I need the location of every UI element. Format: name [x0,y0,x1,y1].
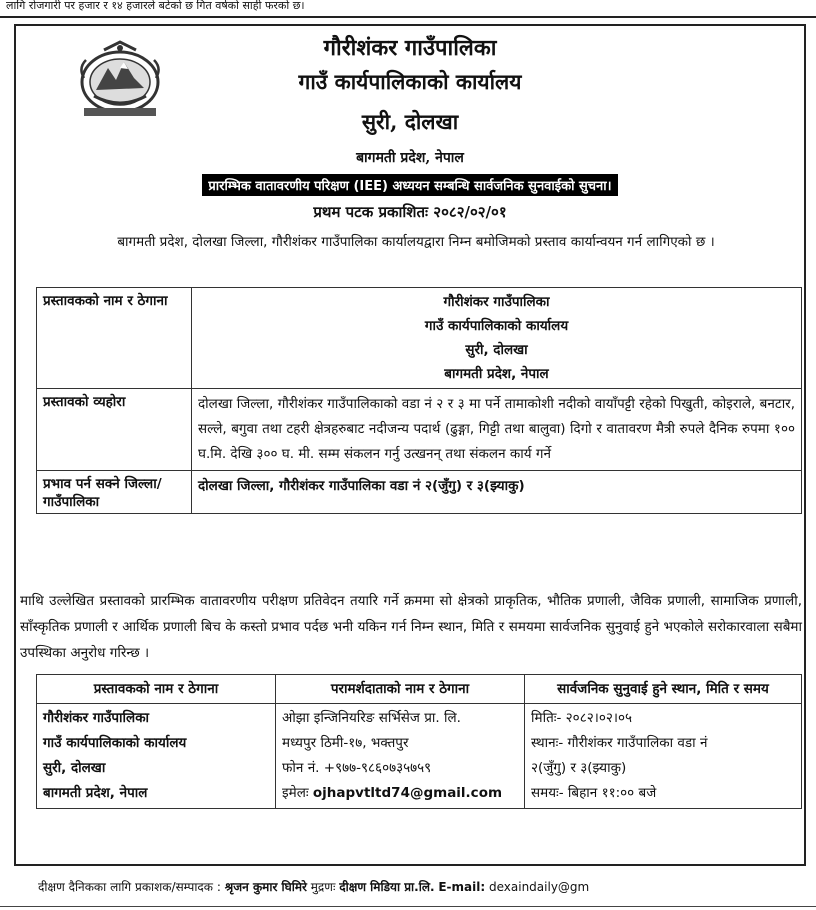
proposer-details [192,288,802,389]
consultant-cell [276,704,525,809]
cell-line: २(जुँगु) र ३(झ्याकु) [531,760,627,776]
table-header-row [37,675,802,704]
previous-article-strip: लागि रोजगारी पर हजार र १४ हजारले बटेको छ गित वर्षको साही फरको छ। [0,0,816,18]
cell-line: मध्यपुर ठिमी-१७, भक्तपुर [282,735,409,751]
hearing-details-cell [525,704,802,809]
intro-text: बागमती प्रदेश, दोलखा जिल्ला, गौरीशंकर गाउँपालिका कार्यालयद्वारा निम्न बमोजिमको प्रस्ताव कार्यान्वयन गर्न लागिएको छ । [117,234,715,250]
cell-line: समयः- बिहान ११:०० बजे [531,785,657,801]
proposal-description-label: प्रस्तावको व्यहोरा [37,389,192,471]
publisher-name: श्रृजन कुमार घिमिरे [224,880,307,894]
notice-subject: प्रारम्भिक वातावरणीय परिक्षण (IEE) अध्ययन सम्बन्धि सार्वजनिक सुनवाईको सुचना। [202,174,617,196]
proposal-table [36,287,802,514]
hearing-paragraph: माथि उल्लेखित प्रस्तावको प्रारम्भिक वातावरणीय परीक्षण प्रतिवेदन तयारि गर्ने क्रममा सो क्षेत्रको प्राकृतिक, भौतिक प्रणाली, जैविक प्रणाली, सामाजिक प्रणाली, साँस्कृतिक प्रणाली र आर्थिक प्रणाली बिच के कस्तो प्रभाव पर्दछ भनी यकिन गर्न निम्न स्थान, मिति र समयमा सार्वजनिक सुनुवाई हुने भएकोले सरोकारवाला सबैमा उपस्थिका अनुरोध गरिन्छ । [20,593,802,661]
printer-label: मुद्रणः [310,880,336,894]
proposer-line: गौरीशंकर गाउँपालिका [443,294,550,310]
municipality-name: गौरीशंकर गाउँपालिका [323,35,497,61]
newspaper-footer [0,876,816,900]
subject-wrapper [16,174,804,196]
table-row [37,704,802,809]
office-location: सुरी, दोलखा [361,109,459,134]
proposer-line: गाउँ कार्यपालिकाको कार्यालय [424,318,569,334]
publisher-label: दीक्षण दैनिकका लागि प्रकाशक/सम्पादक : [38,880,221,894]
email-line [282,781,518,806]
printer-name: दीक्षण मिडिया प्रा.लि. [339,880,435,894]
column-header: परामर्शदाताको नाम र ठेगाना [276,675,525,704]
column-header: प्रस्तावकको नाम र ठेगाना [37,675,276,704]
public-notice [14,24,806,866]
table-row [37,389,802,471]
proposer-line: सुरी, दोलखा [465,342,528,358]
proposer-line: बागमती प्रदेश, नेपाल [444,366,549,382]
cell-line: मितिः- २०८२।०२।०५ [531,710,633,726]
table-row [37,288,802,389]
cell-line: बागमती प्रदेश, नेपाल [43,785,148,801]
column-header: सार्वजनिक सुनुवाई हुने स्थान, मिति र समय [525,675,802,704]
affected-area: दोलखा जिल्ला, गौरीशंकर गाउँपालिका वडा नं २(जुँगु) र ३(झ्याकु) [192,471,802,514]
email-label: E-mail: [438,880,486,894]
office-name: गाउँ कार्यपालिकाको कार्यालय [298,69,522,94]
footer-email[interactable]: dexaindaily@gm [489,880,590,894]
email-label: इमेलः [282,785,309,801]
proposer-cell [37,704,276,809]
publication-date: प्रथम पटक प्रकाशितः २०८२/०२/०१ [313,203,507,221]
footer-divider [0,906,816,907]
cell-line: स्थानः- गौरीशंकर गाउँपालिका वडा नं [531,735,708,751]
cell-line: गौरीशंकर गाउँपालिका [43,710,150,726]
cell-line: सुरी, दोलखा [43,760,106,776]
cell-line: फोन नं. +९७७-९८६०७३५७५९ [282,760,432,776]
proposer-label: प्रस्तावकको नाम र ठेगाना [37,288,192,389]
cell-line: गाउँ कार्यपालिकाको कार्यालय [43,735,187,751]
province-country: बागमती प्रदेश, नेपाल [356,150,464,166]
hearing-table [36,674,802,809]
affected-area-label: प्रभाव पर्न सक्ने जिल्ला/ गाउँपालिका [37,471,192,514]
cell-line: ओझा इन्जिनियरिङ सर्भिसेज प्रा. लि. [282,710,461,726]
consultant-email[interactable]: ojhapvtltd74@gmail.com [312,785,503,801]
table-row [37,471,802,514]
proposal-description: दोलखा जिल्ला, गौरीशंकर गाउँपालिकाको वडा नं २ र ३ मा पर्ने तामाकोशी नदीको वायाँपट्टी रहेको पिखुती, कोइराले, बनटार, सल्ले, बगुवा तथा टहरी क्षेत्रहरुबाट नदीजन्य पदार्थ (ढुङ्गा, गिट्टी तथा बालुवा) दिगो र वातावरण मैत्री रुपले दैनिक रुपमा १०० घ.मि. देखि ३०० घ. मी. सम्म संकलन गर्नु उत्खनन् तथा संकलन कार्य गर्ने [192,389,802,471]
